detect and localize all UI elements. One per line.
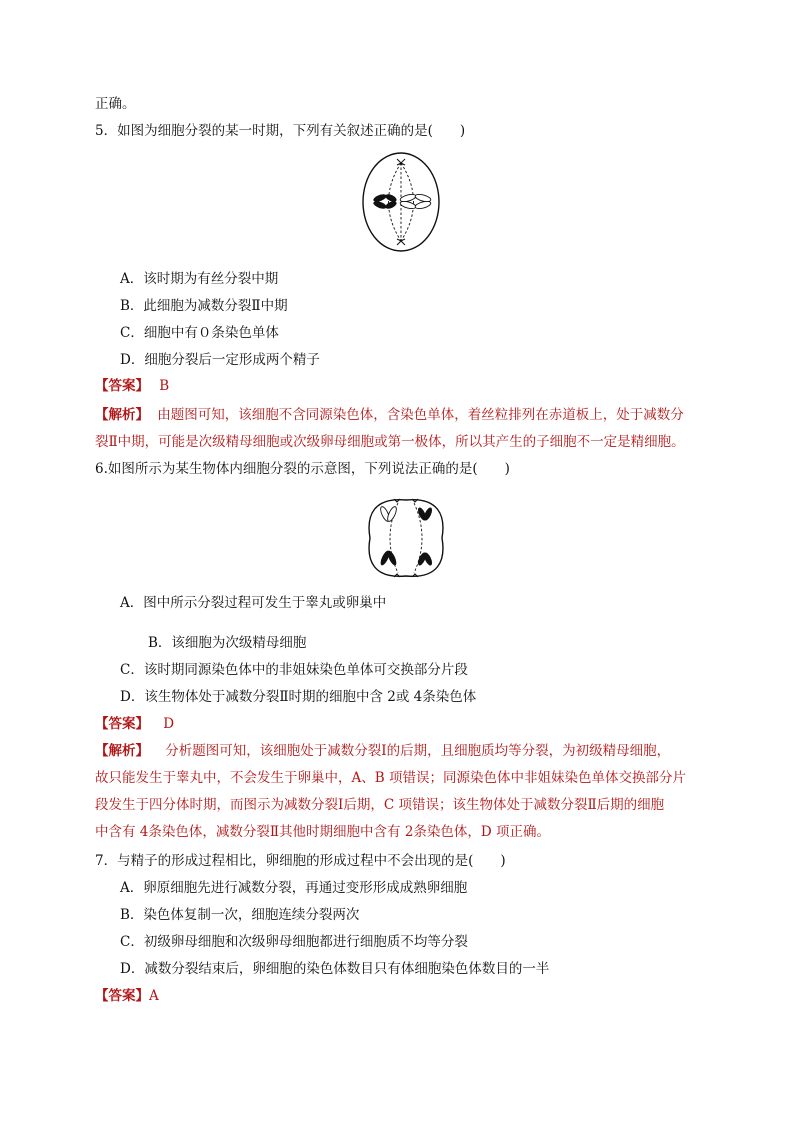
answer-value: B (159, 378, 170, 394)
q5-option-a: A．该时期为有丝分裂中期 (120, 271, 279, 287)
answer-value: D (163, 716, 175, 732)
q5-answer (95, 376, 169, 396)
analysis-label: 【解析】 (95, 743, 149, 759)
q7-option-a: A．卵原细胞先进行减数分裂，再通过变形形成成熟卵细胞 (120, 880, 468, 896)
q7-option-d: D．减数分裂结束后，卵细胞的染色体数目只有体细胞染色体数目的一半 (120, 961, 550, 977)
analysis-text: 由题图可知，该细胞不含同源染色体，含染色单体，着丝粒排列在赤道板上，处于减数分 (157, 407, 684, 423)
q5-cell-figure (360, 150, 442, 254)
q7-answer (95, 986, 159, 1006)
q6-analysis-line-2: 故只能发生于睾丸中，不会发生于卵巢中，A、B 项错误；同源染色体中非姐妹染色单体交换部分片 (95, 770, 686, 786)
q6-option-c: C．该时期同源染色体中的非姐妹染色单体可交换部分片段 (120, 662, 468, 678)
q6-option-d: D．该生物体处于减数分裂Ⅱ时期的细胞中含 2或 4条染色体 (120, 689, 477, 705)
q5-analysis-line-1 (95, 405, 684, 425)
q5-option-d: D．细胞分裂后一定形成两个精子 (120, 352, 320, 368)
q5-stem: 5．如图为细胞分裂的某一时期，下列有关叙述正确的是( ) (95, 123, 466, 139)
answer-label: 【答案】 (95, 988, 149, 1004)
q6-answer (95, 714, 174, 734)
q5-option-c: C．细胞中有０条染色单体 (120, 325, 279, 341)
analysis-label: 【解析】 (95, 407, 149, 423)
q6-stem: 6.如图所示为某生物体内细胞分裂的示意图，下列说法正确的是( ) (95, 461, 510, 477)
q7-stem: 7．与精子的形成过程相比，卵细胞的形成过程中不会出现的是( ) (95, 853, 506, 869)
answer-value: A (149, 988, 159, 1004)
q6-analysis-line-3: 段发生于四分体时期，而图示为减数分裂Ⅰ后期，C 项错误；该生物体处于减数分裂Ⅱ后期的细胞 (95, 797, 665, 813)
answer-label: 【答案】 (95, 716, 149, 732)
q6-option-a: A．图中所示分裂过程可发生于睾丸或卵巢中 (120, 595, 387, 611)
q6-analysis-line-4: 中含有 4条染色体，减数分裂Ⅱ其他时期细胞中含有 2条染色体，D 项正确。 (95, 824, 551, 840)
q6-analysis-line-1 (95, 741, 670, 761)
continued-text: 正确。 (95, 96, 136, 112)
answer-label: 【答案】 (95, 378, 149, 394)
analysis-text: 分析题图可知，该细胞处于减数分裂Ⅰ的后期，且细胞质均等分裂，为初级精母细胞， (165, 743, 671, 759)
q5-analysis-line-2: 裂Ⅱ中期，可能是次级精母细胞或次级卵母细胞或第一极体，所以其产生的子细胞不一定是精细胞。 (95, 434, 685, 450)
q7-option-c: C．初级卵母细胞和次级卵母细胞都进行细胞质不均等分裂 (120, 934, 468, 950)
q7-option-b: B．染色体复制一次，细胞连续分裂两次 (120, 907, 360, 923)
q5-option-b: B．此细胞为减数分裂Ⅱ中期 (120, 298, 288, 314)
q6-cell-figure (364, 495, 448, 581)
q6-option-b: B．该细胞为次级精母细胞 (148, 635, 307, 651)
